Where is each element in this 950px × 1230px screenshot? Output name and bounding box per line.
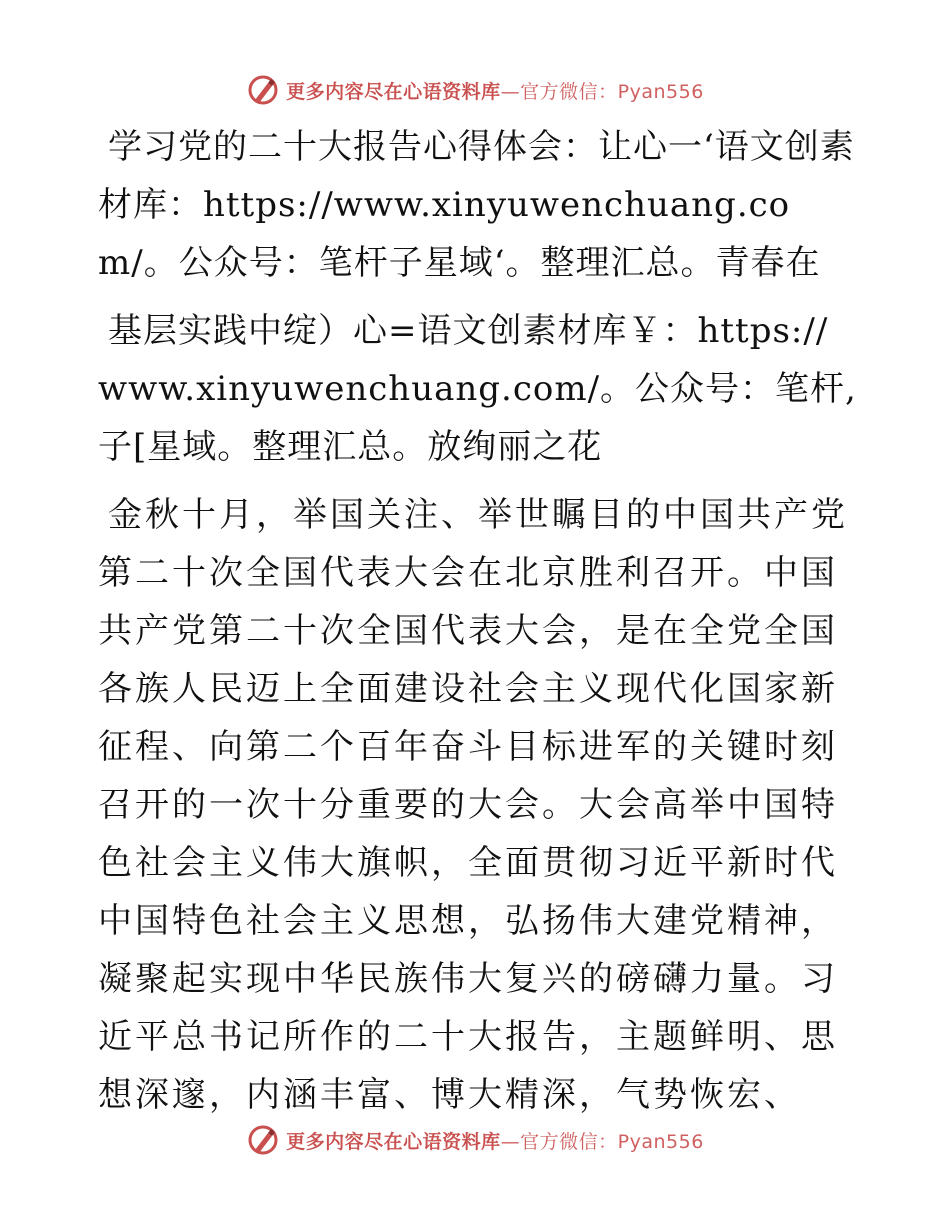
header-separator: — [500, 80, 521, 103]
pen-circle-logo-icon [246, 73, 280, 107]
footer-banner-text [286, 1127, 704, 1154]
header-wechat-text: 官方微信：Pyan556 [520, 80, 704, 103]
header-banner-text [286, 77, 704, 104]
footer-wechat-text: 官方微信：Pyan556 [520, 1130, 704, 1153]
pen-circle-logo-icon [246, 1123, 280, 1157]
paragraph-subtitle: 基层实践中绽）心=语文创素材库￥：https://www.xinyuwenchuang.com/。公众号：笔杆,子[星域。整理汇总。放绚丽之花 [98, 311, 857, 467]
header-brand-text: 更多内容尽在心语资料库 [286, 80, 501, 103]
page-header-banner [0, 68, 950, 112]
paragraph-body: 金秋十月，举国关注、举世瞩目的中国共产党第二十次全国代表大会在北京胜利召开。中国共产党第二十次全国代表大会，是在全党全国各族人民迈上全面建设社会主义现代化国家新征程、向第二个百年奋斗目标进军的关键时刻召开的一次十分重要的大会。大会高举中国特色社会主义伟大旗帜，全面贯彻习近平新时代中国特色社会主义思想，弘扬伟大建党精神，凝聚起实现中华民族伟大复兴的磅礴力量。习近平总书记所作的二十大报告，主题鲜明、思想深邃，内涵丰富、博大精深，气势恢宏、 [98, 495, 848, 1115]
footer-brand-text: 更多内容尽在心语资料库 [286, 1130, 501, 1153]
footer-separator: — [500, 1130, 521, 1153]
page-footer-banner [0, 1118, 950, 1162]
paragraph-title: 学习党的二十大报告心得体会：让心一‘语文创素材库：https://www.xinyuwenchuang.com/。公众号：笔杆子星域‘。整理汇总。青春在 [98, 127, 855, 283]
document-body [98, 118, 858, 1134]
